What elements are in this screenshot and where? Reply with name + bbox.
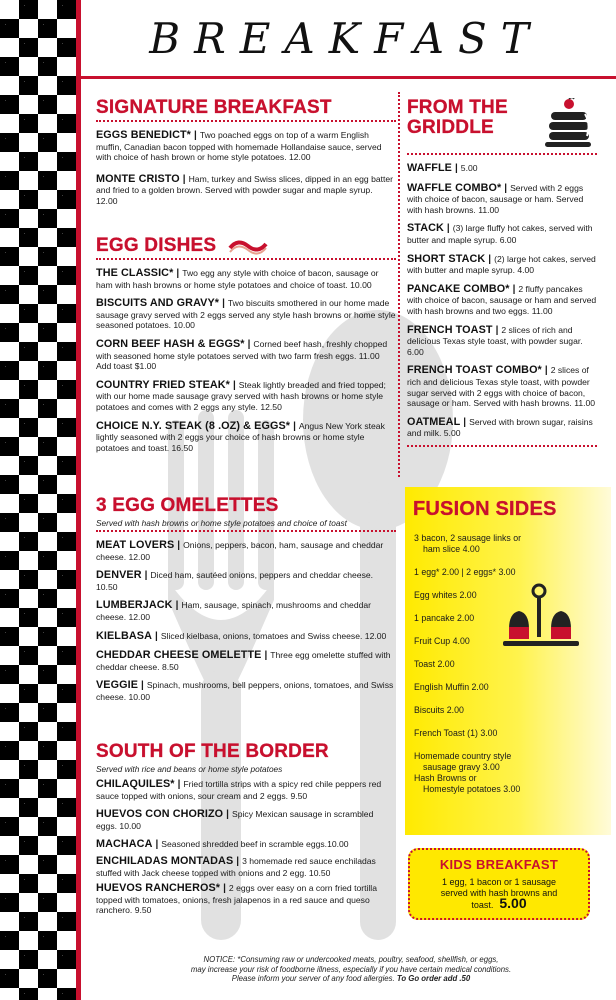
item-name: ENCHILADAS MONTADAS (96, 854, 234, 867)
menu-item: BISCUITS AND GRAVY* | Two biscuits smothered in our home made sausage gravy served with 2 eggs served any style hash browns or home style seasoned potatoes. 10.00 (96, 297, 396, 331)
item-desc: Two poached eggs on top of a warm English muffin, Canadian bacon topped with homemade Hollandaise sauce, served with choice of hash brown or home style potatoes. (96, 130, 382, 163)
item-price: 10.50 (96, 581, 118, 592)
item-price: 6.00 (407, 346, 424, 357)
menu-item: WAFFLE COMBO* | Served with 2 eggs with choice of bacon, sausage or ham. Served with hash browns. 11.00 (407, 181, 584, 215)
menu-item: SHORT STACK | (2) large hot cakes, served with butter and maple syrup. 4.00 (407, 252, 596, 276)
egg-dishes-section (96, 236, 396, 453)
menu-item: VEGGIE | Spinach, mushrooms, bell peppers, onions, tomatoes, and Swiss cheese. 10.00 (96, 679, 394, 702)
item-desc: (2) large hot cakes, served with butter and maple syrup. (407, 253, 596, 276)
menu-item: WAFFLE | 5.00 (407, 162, 478, 174)
dotted-rule (96, 258, 396, 260)
item-price: 5.00 (443, 428, 461, 439)
list-item: Toast 2.00 (414, 659, 455, 669)
list-item: sausage gravy 3.00 (423, 762, 500, 772)
page-title: BREAKFAST (149, 14, 543, 63)
kids-line: served with hash browns and (440, 887, 558, 898)
list-item: 3 bacon, 2 sausage links or (414, 533, 522, 543)
list-item: Egg whites 2.00 (414, 590, 477, 600)
list-item: 1 pancake 2.00 (414, 613, 475, 623)
item-desc: 2 eggs over easy on a corn fried tortilla topped with tomatoes, onions, fresh jalapenos in a red sauce and queso ranchero. (96, 883, 377, 916)
item-desc: Corned beef hash, freshly chopped with seasoned home style potatoes served with two farm fresh eggs. (96, 338, 388, 361)
section-heading: FROM THE (407, 97, 508, 118)
menu-item: ENCHILADAS MONTADAS | 3 homemade red sauce enchiladas stuffed with Jack cheese topped with onions and 2 egg. 10.50 (96, 854, 376, 878)
menu-item: LUMBERJACK | Ham, sausage, spinach, mushrooms and cheddar cheese. 12.00 (96, 599, 372, 622)
item-price: 5.00 (460, 163, 478, 173)
item-desc: Three egg omelette stuffed with cheddar cheese. (96, 650, 391, 672)
dotted-rule (96, 120, 396, 122)
item-price: 11.00 (574, 398, 596, 409)
item-price: 10.50 (308, 867, 331, 878)
item-desc: Two egg any style with choice of bacon, sausage or ham with hash browns or home style potatoes and choice of toast. (96, 268, 379, 290)
item-name: HUEVOS RANCHEROS* (96, 882, 221, 895)
menu-item: MACHACA | Seasoned shredded beef in scramble eggs.10.00 (96, 838, 349, 851)
menu-item: CHOICE N.Y. STEAK (8 .OZ) & EGGS* | Angus New York steak lightly seasoned with 2 eggs your choice of hash browns or home style potatoes and toast. 16.50 (96, 419, 385, 453)
dotted-rule (407, 445, 597, 447)
section-heading-line2: GRIDDLE (407, 117, 494, 138)
item-price: 10.00 (128, 691, 151, 702)
menu-item: HUEVOS CON CHORIZO | Spicy Mexican sausage in scrambled eggs. 10.00 (96, 808, 374, 831)
item-price: 11.00 (531, 305, 553, 316)
item-name: EGGS BENEDICT* (96, 129, 191, 141)
section-heading: SOUTH OF THE BORDER (96, 741, 329, 762)
item-name: FRENCH TOAST COMBO* (407, 364, 542, 377)
list-item: English Muffin 2.00 (414, 682, 489, 692)
kids-heading: KIDS BREAKFAST (439, 857, 559, 872)
item-price: 11.00 (478, 204, 500, 215)
item-price: 8.50 (161, 661, 179, 672)
item-desc: Served with 2 eggs with choice of bacon, sausage or ham. Served with hash browns. (407, 182, 584, 215)
item-desc: Spicy Mexican sausage in scrambled eggs. (96, 809, 374, 831)
item-desc: 2 fluffy pancakes with choice of bacon, sausage or ham and served with hash browns and two eggs. (407, 283, 597, 316)
item-desc: Seasoned shredded beef in scramble eggs. (161, 839, 328, 850)
item-name: CHEDDAR CHEESE OMELETTE (96, 649, 262, 662)
item-price: 16.50 (171, 442, 194, 453)
item-price: 10.00 (119, 820, 141, 831)
item-price: 6.00 (499, 234, 517, 245)
menu-item: PANCAKE COMBO* | 2 fluffy pancakes with choice of bacon, sausage or ham and served with hash browns and two eggs. 11.00 (407, 282, 597, 316)
item-desc: Ham, turkey and Swiss slices, dipped in an egg batter and fried to a golden brown. Served with powder sugar and maple syrup. (96, 173, 394, 196)
section-subtitle: Served with hash browns or home style potatoes and choice of toast (96, 518, 347, 528)
pancake-stack-icon (545, 98, 591, 150)
menu-item: STACK | (3) large fluffy hot cakes, served with butter and maple syrup. 6.00 (407, 222, 593, 245)
fusion-sides-list (414, 533, 611, 795)
list-item: Homemade country style (414, 751, 512, 761)
menu-item: EGGS BENEDICT* | Two poached eggs on top of a warm English muffin, Canadian bacon topped with homemade Hollandaise sauce, served with choice of hash brown or home style potatoes. 12.00 (96, 129, 382, 163)
vertical-dotted-divider (398, 92, 400, 477)
item-name: BISCUITS AND GRAVY* (96, 297, 220, 310)
dotted-rule (407, 153, 597, 155)
item-name: MACHACA (96, 838, 153, 851)
item-desc: 2 slices of rich and delicious Texas style toast, with powder sugar. (407, 324, 583, 347)
section-heading: 3 EGG OMELETTES (96, 495, 279, 516)
salt-pepper-icon (503, 583, 581, 649)
item-desc: Two biscuits smothered in our home made sausage gravy served with 2 eggs served any style hash browns or home style seasoned potatoes. (96, 298, 396, 331)
section-subtitle: Served with rice and beans or home style potatoes (96, 764, 283, 774)
item-price: 12.00 (128, 611, 151, 622)
menu-item: KIELBASA | Sliced kielbasa, onions, tomatoes and Swiss cheese. 12.00 (96, 629, 387, 642)
item-price: 12.00 (128, 551, 151, 562)
list-item: Hash Browns or (414, 773, 477, 783)
item-price: 12.00 (289, 152, 311, 163)
griddle-section (407, 98, 597, 447)
item-name: CORN BEEF HASH & EGGS* (96, 337, 245, 350)
item-name: MONTE CRISTO (96, 172, 180, 185)
bacon-icon (228, 236, 268, 256)
list-item: 1 egg* 2.00 | 2 eggs* 3.00 (414, 567, 516, 577)
item-desc: Angus New York steak lightly seasoned with 2 eggs your choice of hash browns or home style potatoes and toast. (96, 420, 385, 453)
item-name: FRENCH TOAST (407, 323, 493, 336)
dotted-rule (96, 530, 396, 532)
item-name: THE CLASSIC* (96, 267, 174, 279)
list-item: French Toast (1) 3.00 (414, 728, 498, 738)
to-go-note: To Go order add .50 (396, 974, 471, 984)
item-desc: Spinach, mushrooms, bell peppers, onions, tomatoes, and Swiss cheese. (96, 680, 394, 702)
item-price: 11.00 Add toast $1.00 (96, 350, 380, 372)
menu-item: THE CLASSIC* | Two egg any style with choice of bacon, sausage or ham with hash browns or home style potatoes and choice of toast. 10.00 (96, 267, 379, 290)
notice-line: NOTICE: *Consuming raw or undercooked meats, poultry, seafood, shellfish, or eggs, (203, 955, 499, 964)
item-price: 10.00 (327, 839, 349, 850)
kids-description (410, 877, 588, 911)
item-name: STACK (407, 222, 444, 235)
item-price: 12.50 (260, 401, 282, 412)
item-name: VEGGIE (96, 679, 139, 692)
notice-line: Please inform your server of any food allergies. (231, 974, 395, 984)
kids-line: toast. (471, 900, 494, 910)
kids-price: 5.00 (499, 895, 527, 911)
item-desc: 2 slices of rich and delicious Texas style toast, with powder sugar served with 2 eggs with choice of bacon, sausage or ham. Served with hash browns. (407, 365, 590, 409)
list-item: Homestyle potatoes 3.00 (423, 784, 521, 794)
item-price: 4.00 (517, 265, 535, 276)
item-name: PANCAKE COMBO* (407, 282, 510, 295)
section-heading: FUSION SIDES (413, 498, 557, 520)
menu-item: CHEDDAR CHEESE OMELETTE | Three egg omelette stuffed with cheddar cheese. 8.50 (96, 649, 391, 672)
kids-breakfast-box (408, 848, 590, 920)
item-name: COUNTRY FRIED STEAK* (96, 378, 230, 391)
item-desc: Sliced kielbasa, onions, tomatoes and Swiss cheese. (160, 630, 363, 641)
item-price: 10.00 (173, 320, 195, 331)
checkerboard-border (0, 0, 76, 1000)
menu-item: CHILAQUILES* | Fried tortilla strips with a spicy red chile peppers red sauce topped with onions, sour cream and 2 eggs. 9.50 (96, 778, 382, 801)
fusion-sides-panel (405, 487, 611, 835)
list-item: Biscuits 2.00 (414, 705, 464, 715)
item-name: KIELBASA (96, 629, 152, 642)
item-name: WAFFLE COMBO* (407, 181, 502, 194)
list-item: Fruit Cup 4.00 (414, 636, 470, 646)
menu-item: MEAT LOVERS | Onions, peppers, bacon, ham, sausage and cheddar cheese. 12.00 (96, 539, 384, 562)
omelettes-section (96, 496, 396, 703)
item-name: CHILAQUILES* (96, 778, 175, 790)
menu-item: OATMEAL | Served with brown sugar, raisins and milk. 5.00 (407, 415, 593, 439)
item-price: 12.00 (96, 195, 118, 206)
item-desc: Fried tortilla strips with a spicy red chile peppers red sauce topped with onions, sour cream and 2 eggs. (96, 779, 382, 801)
menu-item: FRENCH TOAST | 2 slices of rich and delicious Texas style toast, with powder sugar. 6.00 (407, 323, 583, 357)
menu-item: DENVER | Diced ham, sautéed onions, peppers and cheddar cheese. 10.50 (96, 569, 374, 592)
section-heading: SIGNATURE BREAKFAST (96, 97, 332, 118)
notice-line: may increase your risk of foodborne illness, especially if you have certain medical conditions. (190, 964, 512, 974)
item-desc: (3) large fluffy hot cakes, served with butter and maple syrup. (407, 223, 593, 245)
item-name: CHOICE N.Y. STEAK (8 .OZ) & EGGS* (96, 419, 291, 432)
item-name: OATMEAL (407, 415, 461, 428)
allergy-notice (96, 955, 606, 984)
item-desc: 3 homemade red sauce enchiladas stuffed with Jack cheese topped with onions and 2 egg. (96, 855, 376, 878)
signature-section (96, 98, 396, 207)
item-desc: Onions, peppers, bacon, ham, sausage and cheddar cheese. (96, 540, 384, 562)
item-desc: Steak lightly breaded and fried topped; with our home made sausage gravy served with hash browns or home style potatoes and comes with 2 eggs any style. (96, 379, 386, 412)
item-desc: Ham, sausage, spinach, mushrooms and cheddar cheese. (96, 600, 372, 622)
item-name: WAFFLE (407, 162, 452, 174)
menu-item: FRENCH TOAST COMBO* | 2 slices of rich and delicious Texas style toast, with powder sugar served with 2 eggs with choice of bacon, sausage or ham. Served with hash browns. 11.00 (407, 364, 596, 409)
item-desc: Served with brown sugar, raisins and milk. (407, 416, 593, 439)
south-border-section (96, 742, 396, 916)
title-rule (81, 76, 616, 79)
item-price: 9.50 (290, 790, 308, 801)
item-name: LUMBERJACK (96, 599, 173, 612)
item-desc: Diced ham, sautéed onions, peppers and cheddar cheese. (150, 570, 374, 581)
item-name: HUEVOS CON CHORIZO (96, 808, 224, 821)
item-price: 10.00 (350, 279, 372, 290)
item-price: 12.00 (364, 630, 387, 641)
menu-item: HUEVOS RANCHEROS* | 2 eggs over easy on a corn fried tortilla topped with tomatoes, onions, fresh jalapenos in a red sauce and queso ranchero. 9.50 (96, 882, 377, 916)
list-item: ham slice 4.00 (423, 544, 480, 554)
section-heading: EGG DISHES (96, 235, 217, 256)
menu-item: COUNTRY FRIED STEAK* | Steak lightly breaded and fried topped; with our home made sausage gravy served with hash browns or home style potatoes and comes with 2 eggs any style. 12.50 (96, 378, 386, 412)
red-divider-line (76, 0, 81, 1000)
menu-item: CORN BEEF HASH & EGGS* | Corned beef hash, freshly chopped with seasoned home style potatoes served with two farm fresh eggs. 11.00 Add toast $1.00 (96, 337, 388, 372)
item-name: DENVER (96, 569, 142, 582)
kids-line: 1 egg, 1 bacon or 1 sausage (441, 877, 557, 887)
menu-item: MONTE CRISTO | Ham, turkey and Swiss slices, dipped in an egg batter and fried to a golden brown. Served with powder sugar and maple syrup. 12.00 (96, 172, 394, 206)
item-name: MEAT LOVERS (96, 539, 175, 551)
item-name: SHORT STACK (407, 252, 486, 265)
item-price: 9.50 (134, 905, 152, 916)
